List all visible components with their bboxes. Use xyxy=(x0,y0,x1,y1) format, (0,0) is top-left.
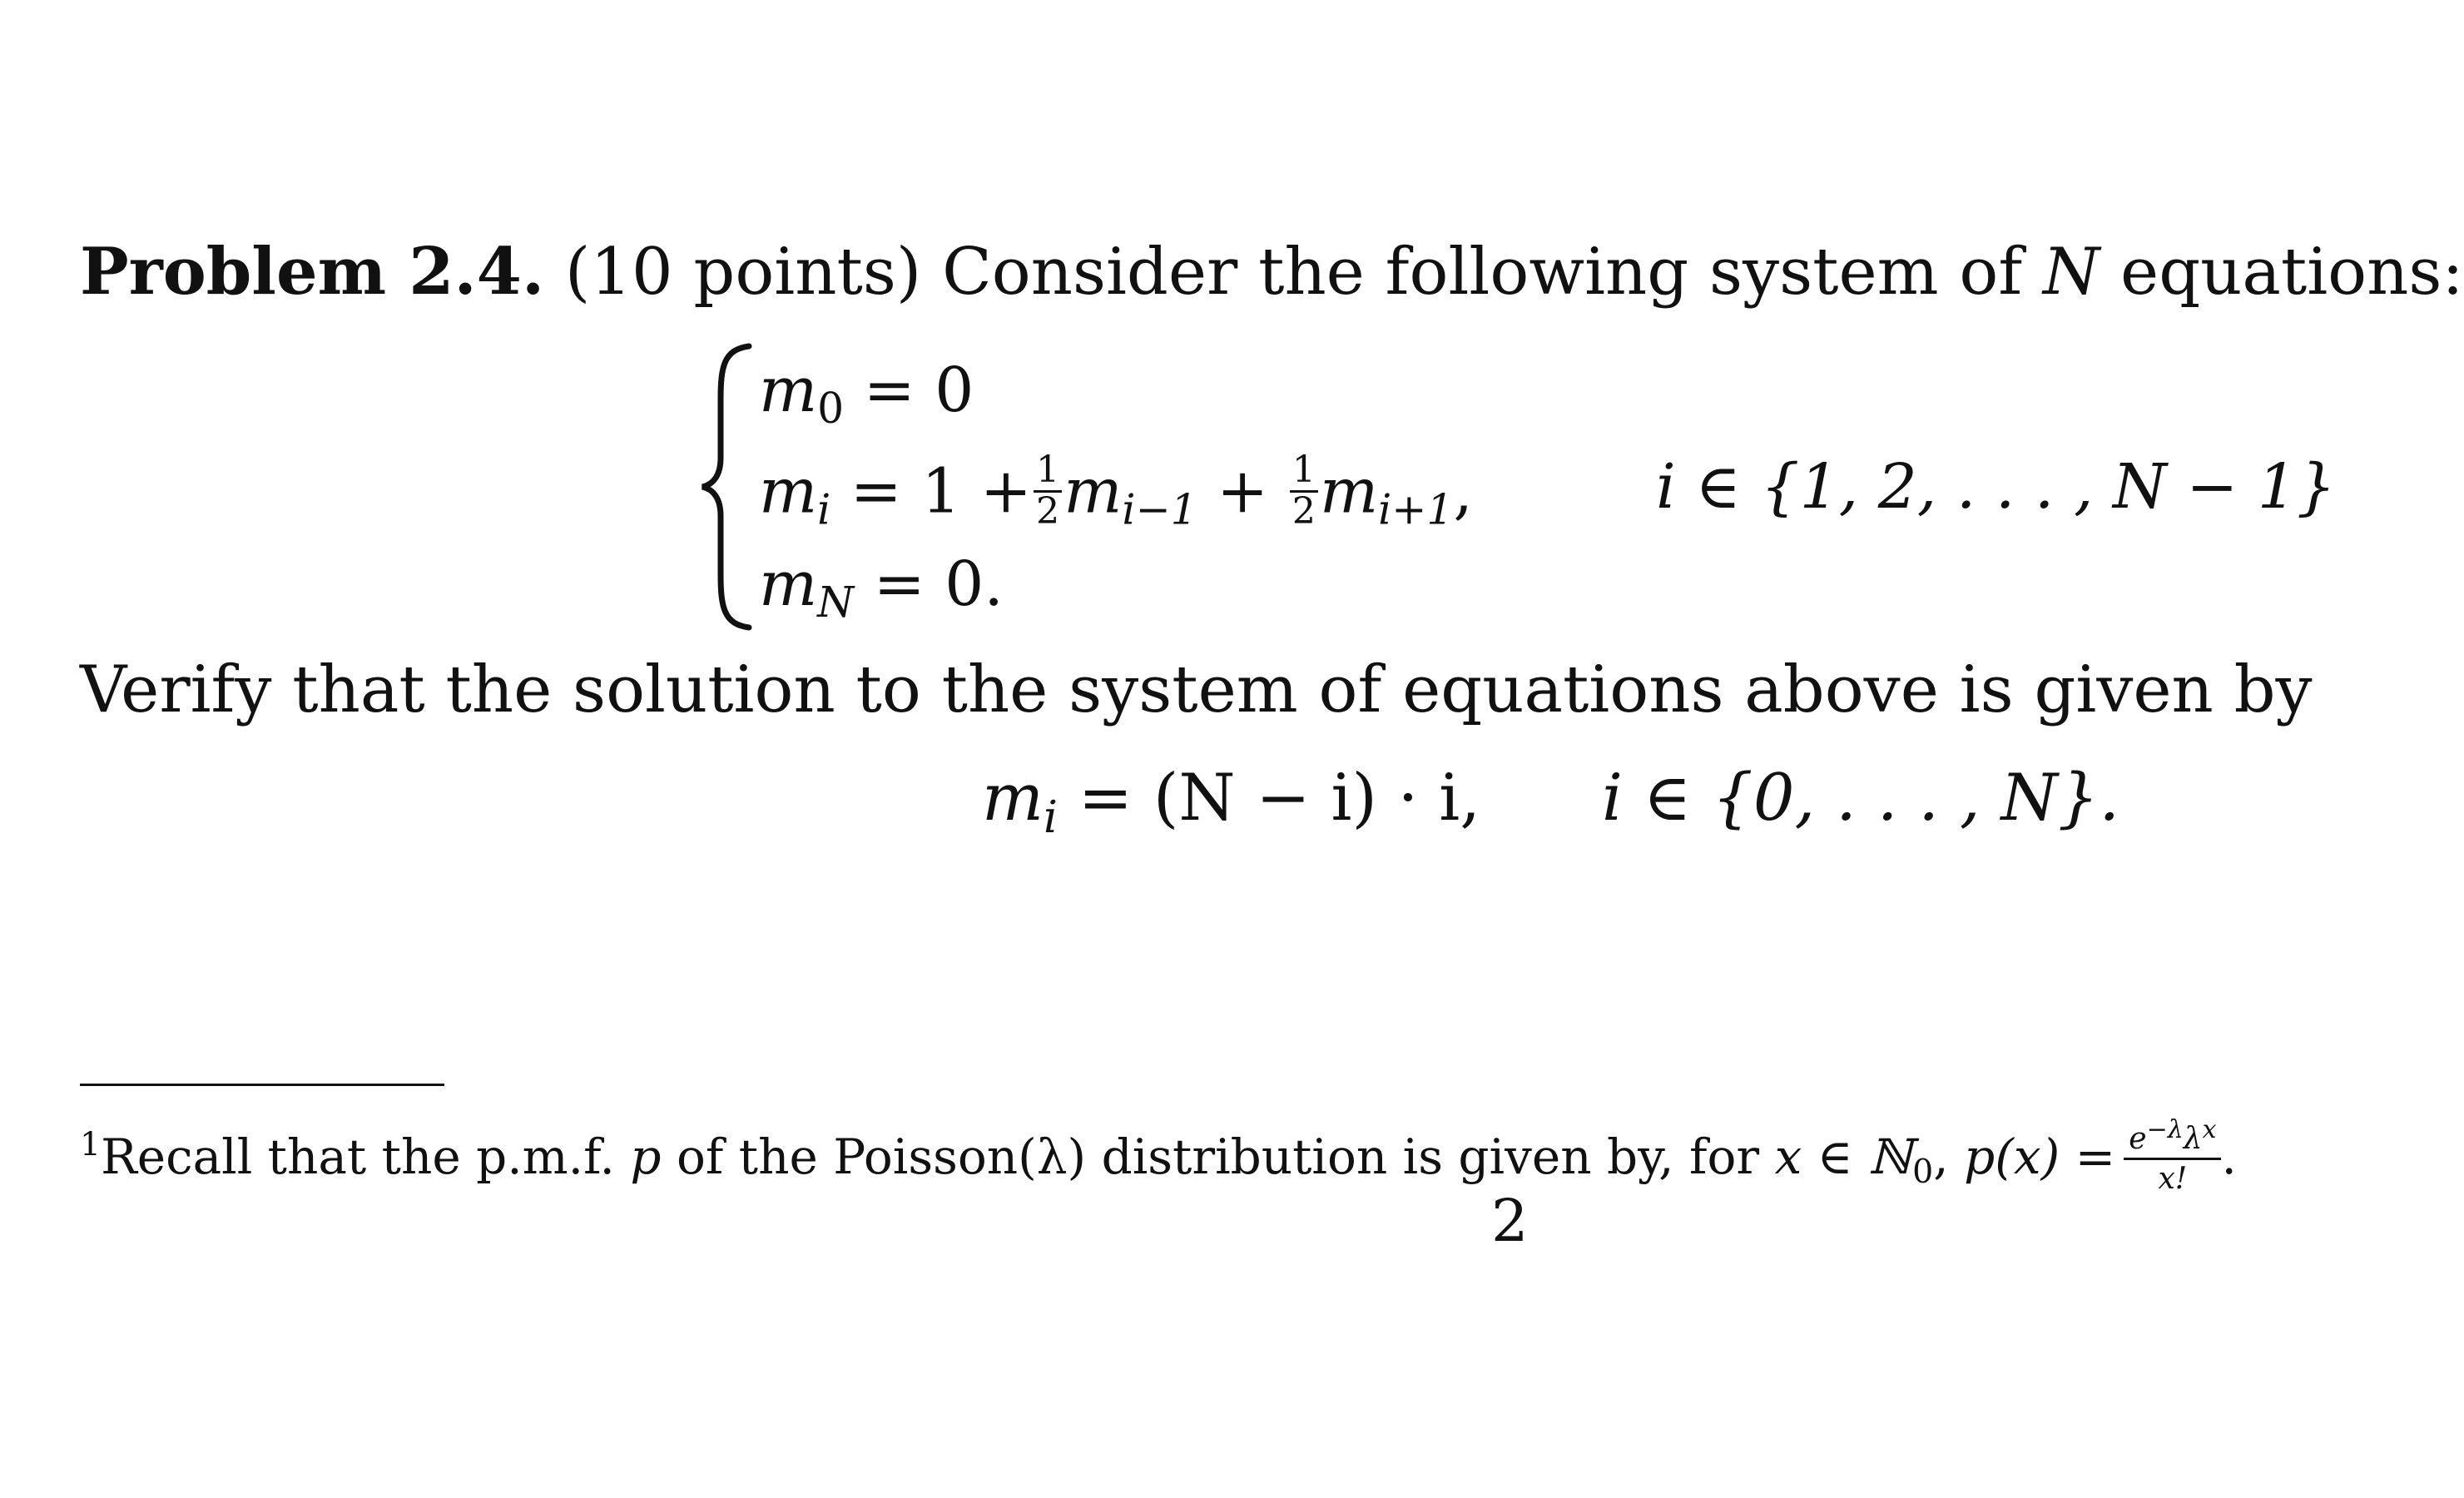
equation-equals: = 1 + xyxy=(850,455,1032,528)
problem-text: Consider the following system of xyxy=(942,235,2023,310)
m-var: m xyxy=(982,761,1044,836)
solution-condition: i ∈ {0, . . . , N}. xyxy=(1602,761,2120,836)
equation-row-2 xyxy=(759,548,1004,627)
frac-num-e-exp: −λ xyxy=(2146,1115,2184,1144)
footnote-comma: , xyxy=(1933,1128,1949,1186)
footnote-period: . xyxy=(2221,1128,2237,1186)
footnote-rule xyxy=(80,1084,444,1086)
verify-text: Verify that the solution to the system of equations above is given by xyxy=(80,652,2313,727)
footnote-text: Recall that the p.m.f. xyxy=(101,1128,615,1186)
frac-num-e: e xyxy=(2129,1122,2147,1156)
m-var: m xyxy=(1063,455,1123,528)
m-var: m xyxy=(1319,455,1379,528)
solution-equation xyxy=(982,761,1481,843)
problem-statement xyxy=(80,234,2464,310)
equation-rhs: = 0 xyxy=(863,355,974,426)
x-set-subscript: 0 xyxy=(1912,1153,1934,1192)
pmf-lhs: p(x) = xyxy=(1964,1128,2116,1186)
problem-label: Problem 2.4. xyxy=(80,234,545,310)
equation-row-0 xyxy=(759,355,974,434)
footnote xyxy=(80,1115,2237,1203)
footnote-text-2: of the Poisson(λ) distribution is given by, for xyxy=(676,1128,1760,1186)
m-subscript: N xyxy=(817,578,855,627)
m-subscript: i xyxy=(817,484,831,534)
comma: , xyxy=(1453,455,1473,528)
m-var: m xyxy=(759,455,818,528)
equation-rhs: = 0. xyxy=(873,548,1004,620)
m-subscript: i xyxy=(1043,791,1058,843)
equation-condition: i ∈ {1, 2, . . . , N − 1} xyxy=(1656,451,2336,523)
frac-denominator: 2 xyxy=(1035,489,1060,533)
m-subscript: i−1 xyxy=(1122,484,1197,534)
m-subscript: 0 xyxy=(817,384,845,434)
problem-points: (10 points) xyxy=(564,235,922,310)
frac-numerator: 1 xyxy=(1290,451,1318,493)
equation-row-1 xyxy=(759,449,1473,536)
m-subscript: i+1 xyxy=(1378,484,1454,534)
page-number: 2 xyxy=(1491,1187,1529,1255)
frac-num-lambda-exp: x xyxy=(2202,1115,2217,1144)
half-fraction xyxy=(1034,451,1062,531)
problem-text-end: equations: xyxy=(2120,235,2464,310)
p-var: p xyxy=(630,1128,662,1186)
half-fraction xyxy=(1290,451,1318,531)
m-var: m xyxy=(759,548,818,620)
frac-num-lambda: λ xyxy=(2183,1122,2203,1156)
var-n: N xyxy=(2043,235,2100,310)
solution-rhs: = (N − i) · i, xyxy=(1078,761,1481,836)
plus-sign: + xyxy=(1217,455,1269,528)
frac-numerator: 1 xyxy=(1034,451,1062,493)
frac-denominator: 2 xyxy=(1291,489,1316,533)
x-set: x ∈ ℕ xyxy=(1774,1128,1913,1186)
footnote-marker: 1 xyxy=(80,1125,102,1164)
m-var: m xyxy=(759,355,818,426)
poisson-fraction xyxy=(2124,1114,2221,1198)
left-brace xyxy=(699,341,757,632)
frac-denominator: x! xyxy=(2158,1162,2188,1196)
